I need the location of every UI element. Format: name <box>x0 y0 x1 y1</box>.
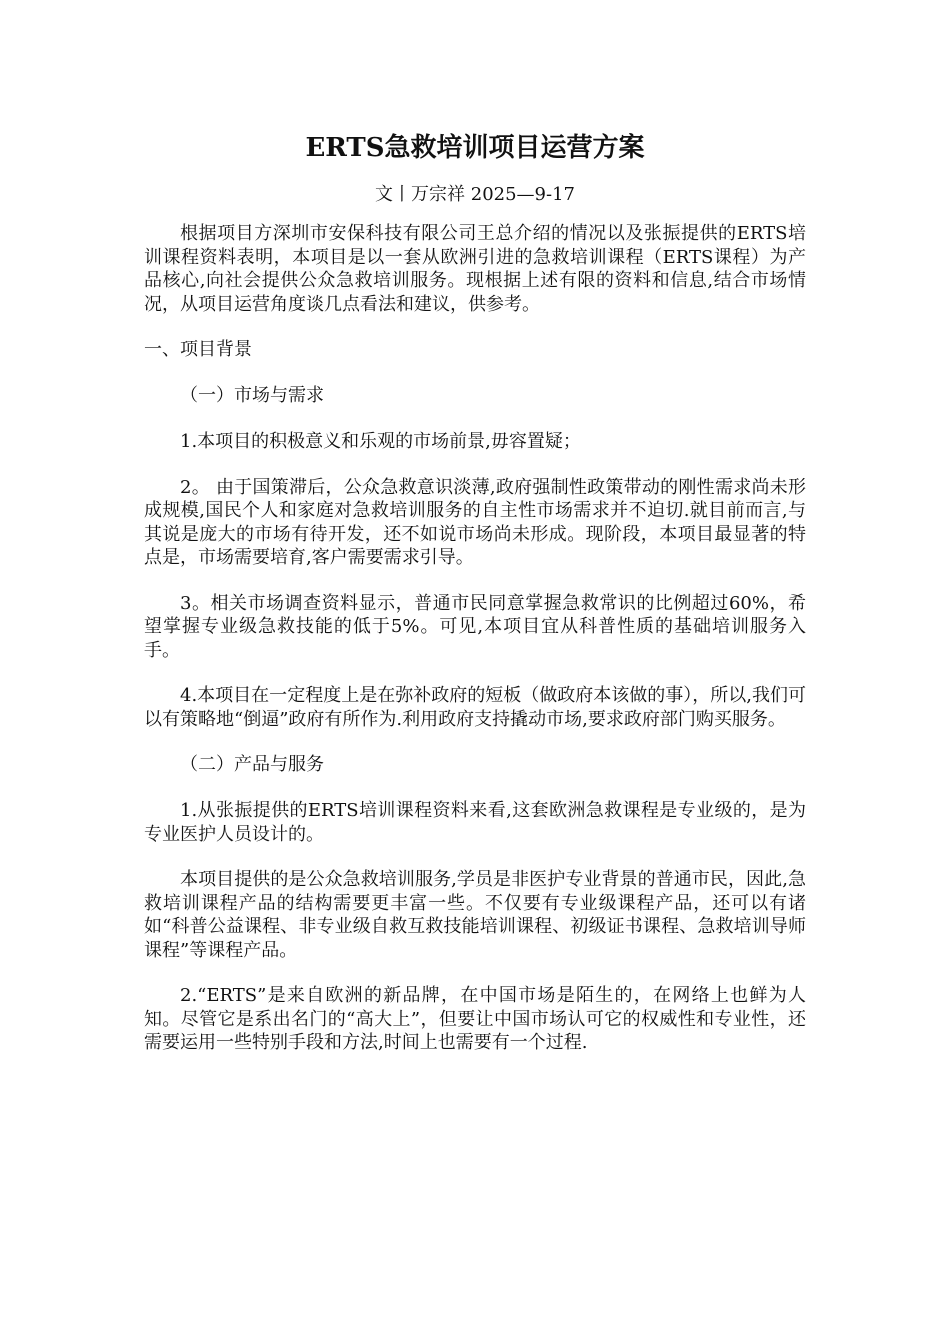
product-paragraph-2: 本项目提供的是公众急救培训服务,学员是非医护专业背景的普通市民，因此,急救培训课程产品的结构需要更丰富一些。不仅要有专业级课程产品，还可以有诸如“科普公益课程、非专业级自救互救技能培训课程、初级证书课程、急救培训导师课程”等课程产品。 <box>144 869 806 961</box>
market-paragraph-4: 4.本项目在一定程度上是在弥补政府的短板（做政府本该做的事），所以,我们可以有策略地“倒逼”政府有所作为.利用政府支持撬动市场,要求政府部门购买服务。 <box>144 685 806 730</box>
intro-paragraph: 根据项目方深圳市安保科技有限公司王总介绍的情况以及张振提供的ERTS培训课程资料表明，本项目是以一套从欧洲引进的急救培训课程（ERTS课程）为产品核心,向社会提供公众急救培训服务。现根据上述有限的资料和信息,结合市场情况，从项目运营角度谈几点看法和建议，供参考。 <box>144 223 806 315</box>
subsection-heading-market: （一）市场与需求 <box>180 385 324 406</box>
market-paragraph-1: 1.本项目的积极意义和乐观的市场前景,毋容置疑； <box>180 431 581 452</box>
market-paragraph-3: 3。相关市场调查资料显示，普通市民同意掌握急救常识的比例超过60%，希望掌握专业级急救技能的低于5%。可见,本项目宜从科普性质的基础培训服务入手。 <box>144 592 806 661</box>
section-heading-background: 一、项目背景 <box>144 339 252 360</box>
product-paragraph-1: 1.从张振提供的ERTS培训课程资料来看,这套欧洲急救课程是专业级的，是为专业医护人员设计的。 <box>144 800 806 845</box>
product-paragraph-3: 2.“ERTS”是来自欧洲的新品牌，在中国市场是陌生的，在网络上也鲜为人知。尽管它是系出名门的“高大上”，但要让中国市场认可它的权威性和专业性，还需要运用一些特别手段和方法,时间上也需要有一个过程. <box>144 985 806 1053</box>
document-title: ERTS急救培训项目运营方案 <box>305 133 645 163</box>
author-date-line: 文丨万宗祥 2025—9-17 <box>375 184 575 205</box>
market-paragraph-2: 2。 由于国策滞后，公众急救意识淡薄,政府强制性政策带动的刚性需求尚未形成规模,国民个人和家庭对急救培训服务的自主性市场需求并不迫切.就目前而言,与其说是庞大的市场有待开发，还不如说市场尚未形成。现阶段，本项目最显著的特点是，市场需要培育,客户需要需求引导。 <box>144 476 806 568</box>
subsection-heading-product: （二）产品与服务 <box>180 754 324 775</box>
document-body <box>144 128 806 1077</box>
